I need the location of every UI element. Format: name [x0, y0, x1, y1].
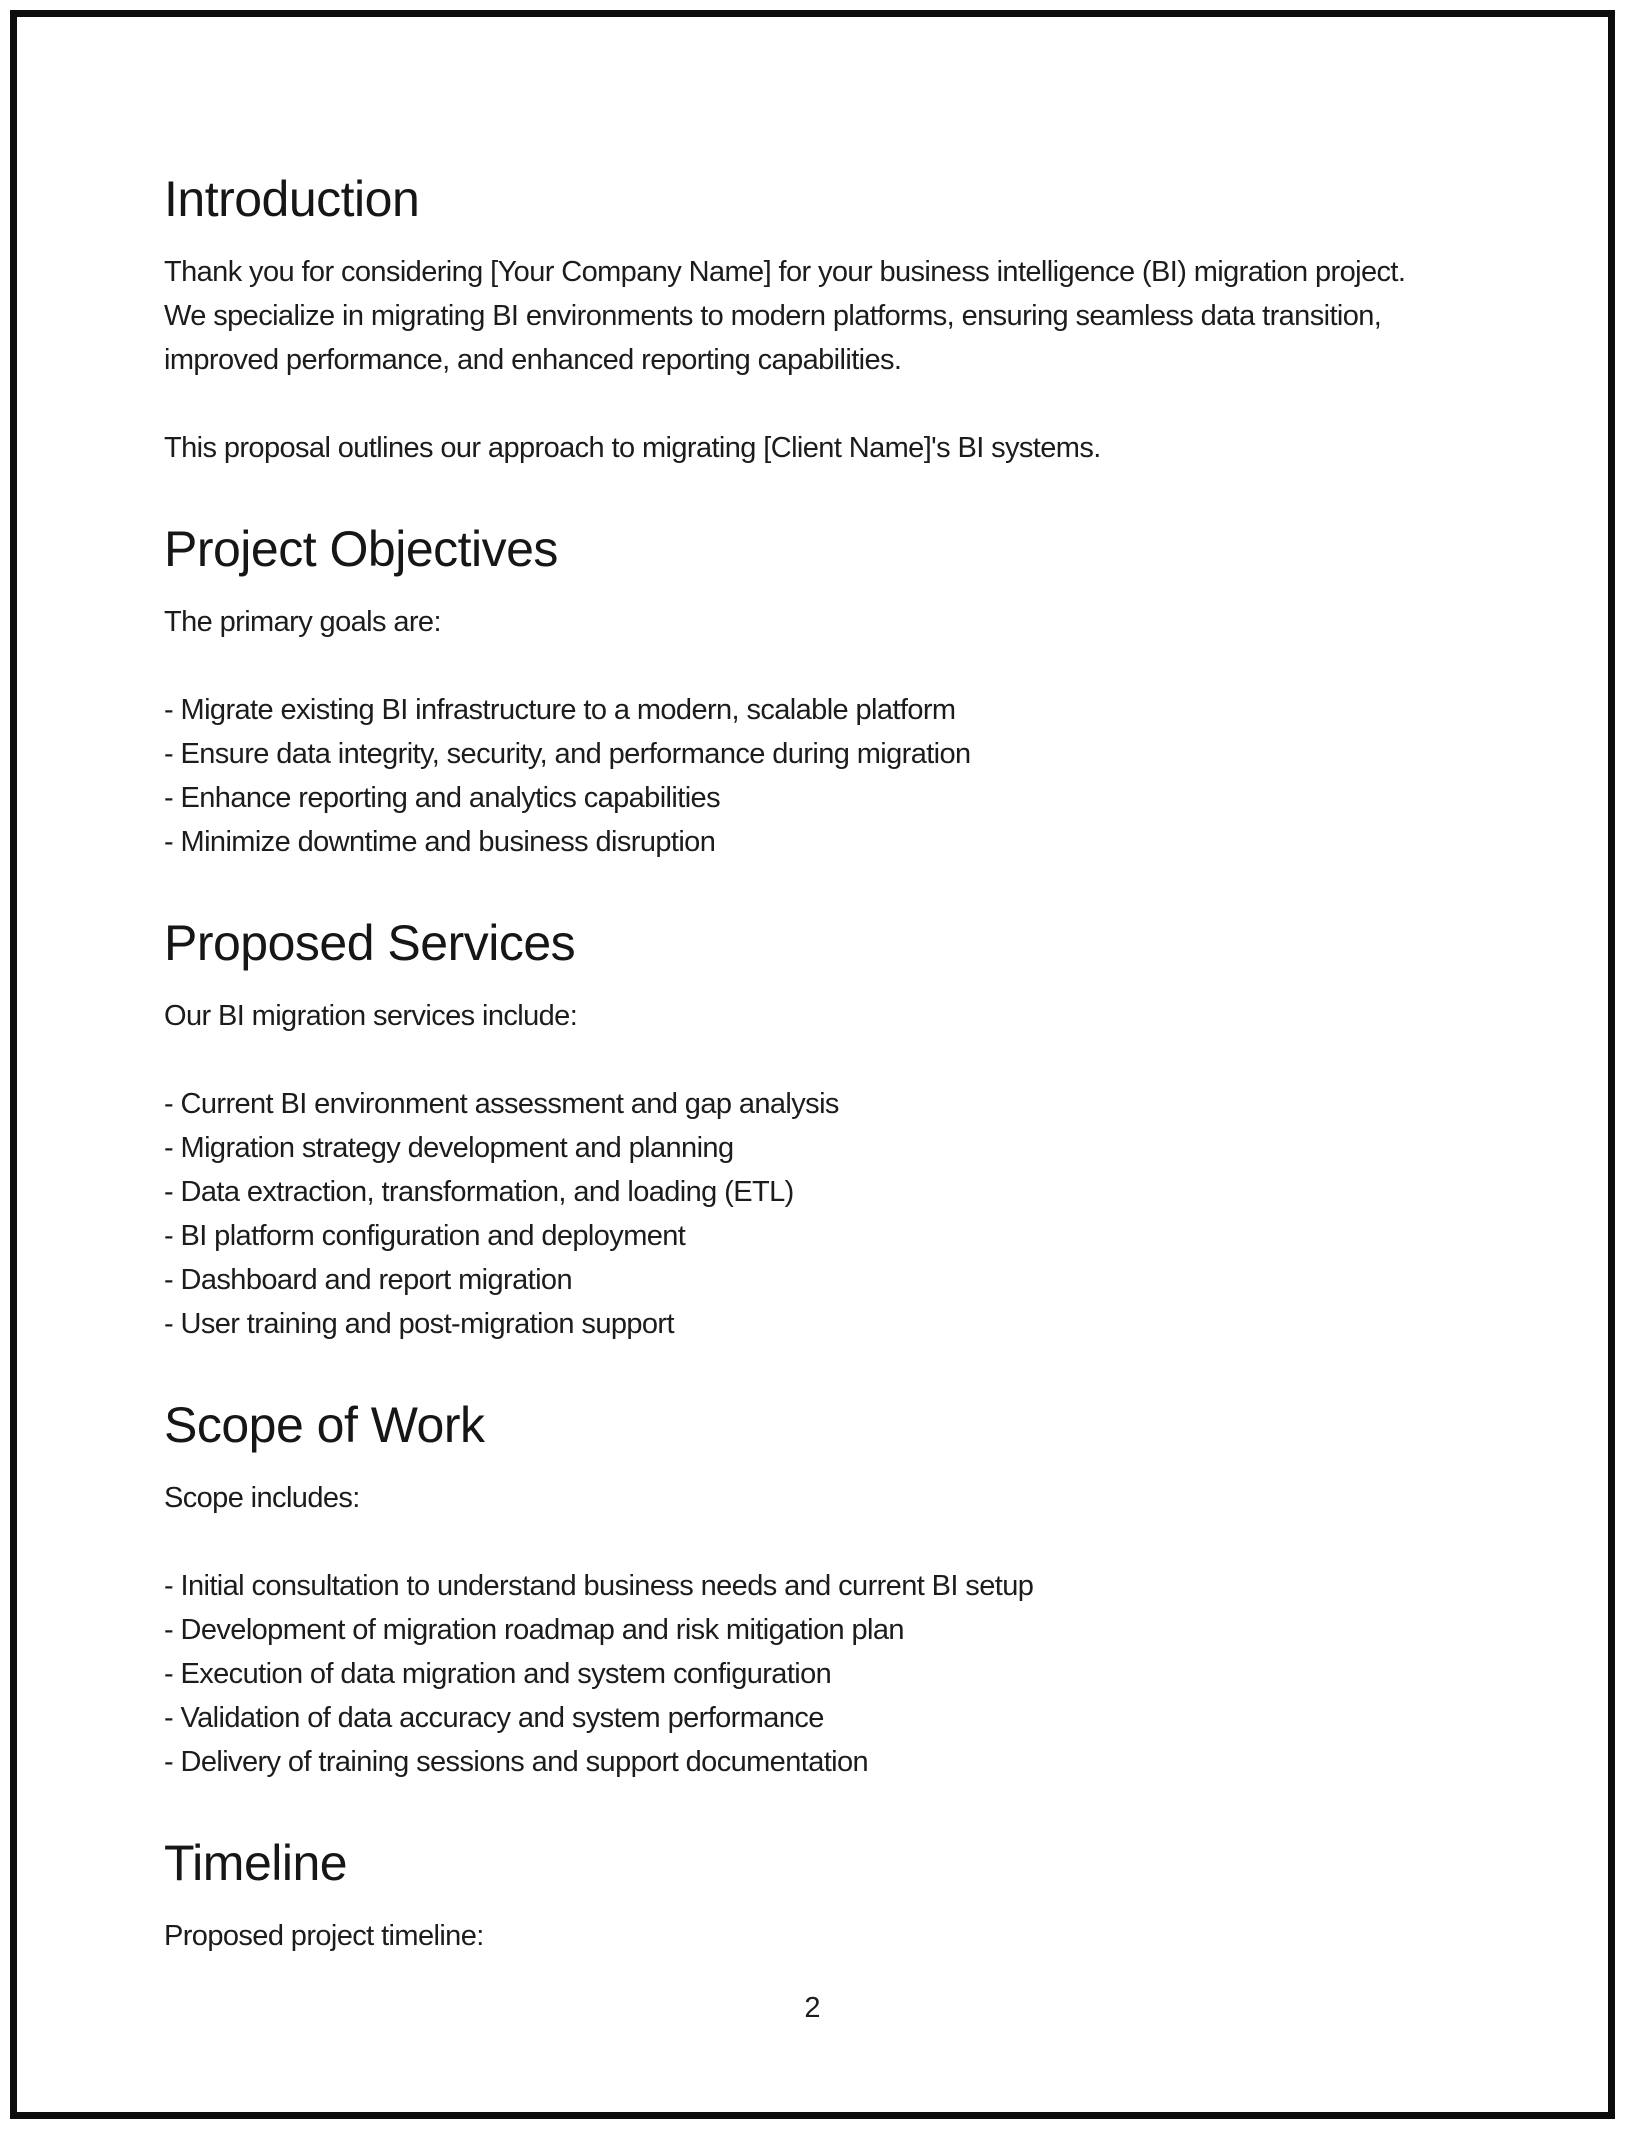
text-line: This proposal outlines our approach to migrating [Client Name]'s BI systems.: [164, 432, 1101, 464]
heading-timeline: Timeline: [164, 1835, 348, 1891]
paragraph: [164, 994, 1524, 1038]
text-line: The primary goals are:: [164, 606, 441, 638]
paragraph: [164, 426, 1524, 470]
page-content: [164, 0, 1524, 2002]
heading-introduction: Introduction: [164, 171, 420, 227]
heading-scope-of-work: Scope of Work: [164, 1397, 485, 1453]
list-item: - User training and post-migration support: [164, 1308, 674, 1340]
list-item: - Migration strategy development and planning: [164, 1132, 734, 1164]
list-item: - Enhance reporting and analytics capabilities: [164, 782, 720, 814]
list: [164, 1082, 1524, 1346]
page-number: 2: [804, 1992, 821, 2024]
paragraph: [164, 250, 1524, 382]
paragraph: [164, 600, 1524, 644]
list-item: - Ensure data integrity, security, and performance during migration: [164, 738, 971, 770]
list-item: - Data extraction, transformation, and loading (ETL): [164, 1176, 794, 1208]
section-timeline: [164, 1834, 1524, 1958]
section-proposed-services: [164, 914, 1524, 1346]
list-item: - Minimize downtime and business disruption: [164, 826, 716, 858]
list-item: - Validation of data accuracy and system performance: [164, 1702, 824, 1734]
paragraph: [164, 1476, 1524, 1520]
text-line: Our BI migration services include:: [164, 1000, 578, 1032]
list-item: - Initial consultation to understand business needs and current BI setup: [164, 1570, 1034, 1602]
section-scope-of-work: [164, 1396, 1524, 1784]
heading-project-objectives: Project Objectives: [164, 521, 558, 577]
text-line: We specialize in migrating BI environments to modern platforms, ensuring seamless data transition,: [164, 300, 1382, 332]
list-item: - Current BI environment assessment and gap analysis: [164, 1088, 839, 1120]
text-line: Thank you for considering [Your Company Name] for your business intelligence (BI) migration project.: [164, 256, 1406, 288]
list-item: - Dashboard and report migration: [164, 1264, 572, 1296]
heading-proposed-services: Proposed Services: [164, 915, 576, 971]
list-item: - Migrate existing BI infrastructure to a modern, scalable platform: [164, 694, 956, 726]
text-line: Scope includes:: [164, 1482, 360, 1514]
section-introduction: [164, 170, 1524, 470]
list-item: - Delivery of training sessions and support documentation: [164, 1746, 869, 1778]
section-project-objectives: [164, 520, 1524, 864]
list-item: - Execution of data migration and system configuration: [164, 1658, 832, 1690]
paragraph: [164, 1914, 1524, 1958]
text-line: Proposed project timeline:: [164, 1920, 484, 1952]
list-item: - BI platform configuration and deployment: [164, 1220, 686, 1252]
list-item: - Development of migration roadmap and risk mitigation plan: [164, 1614, 904, 1646]
list: [164, 1564, 1524, 1784]
text-line: improved performance, and enhanced reporting capabilities.: [164, 344, 902, 376]
list: [164, 688, 1524, 864]
